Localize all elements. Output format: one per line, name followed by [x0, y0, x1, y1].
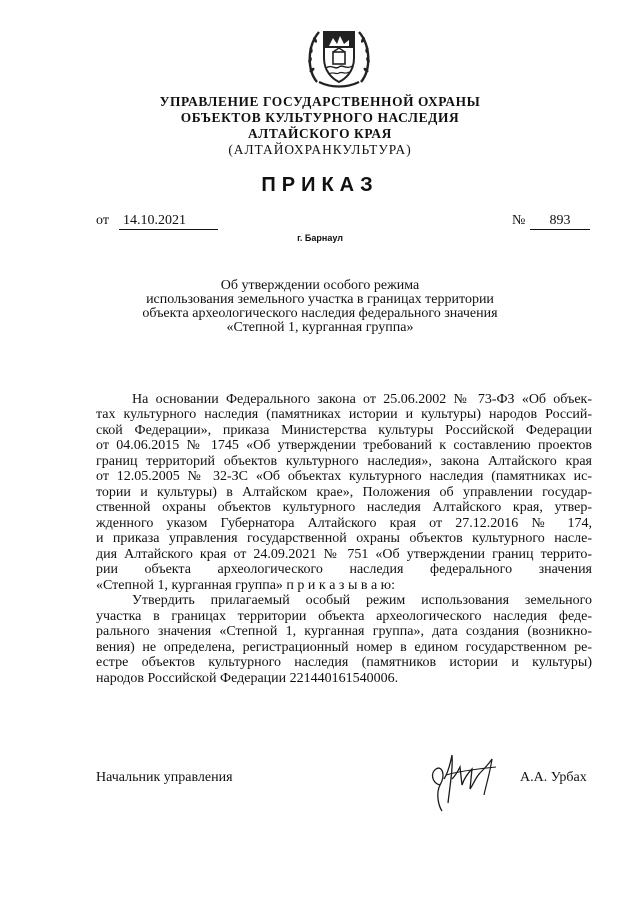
subject-line: объекта археологического наследия федерального значения [142, 306, 498, 321]
signer-name: А.А. Урбах [520, 770, 587, 785]
subject-line: «Степной 1, курганная группа» [226, 320, 414, 335]
body-line: тах культурного наследия (памятниках истории и культуры) народов Россий- [96, 407, 592, 422]
document-type-title: ПРИКАЗ [261, 174, 379, 196]
body-line: естре объектов культурного наследия (памятников истории и культуры) [96, 655, 592, 670]
body-line: участка в границах территории объекта археологического наследия феде- [96, 609, 592, 624]
document-subject [0, 279, 640, 335]
body-line: ственной охраны объектов культурного наследия Алтайского края, утвер- [96, 500, 592, 515]
subject-line: использования земельного участка в границах территории [146, 292, 494, 307]
body-line: жденного указом Губернатора Алтайского края от 27.12.2016 № 174, [96, 516, 592, 531]
body-line: дия Алтайского края от 24.09.2021 № 751 «Об утверждении границ террито- [96, 547, 592, 562]
number-sign: № [512, 213, 526, 228]
body-line: тории и культуры) в Алтайском крае», Положения об управлении государ- [96, 485, 592, 500]
body-line: На основании Федерального закона от 25.06.2002 № 73-ФЗ «Об объек- [132, 392, 592, 407]
body-line: вения) не определена, регистрационный номер в едином государственном ре- [96, 640, 592, 655]
coat-of-arms-icon [303, 22, 375, 92]
org-name-line-2: ОБЪЕКТОВ КУЛЬТУРНОГО НАСЛЕДИЯ [180, 110, 460, 125]
org-abbreviation: (АЛТАЙОХРАНКУЛЬТУРА) [228, 142, 412, 157]
body-line: границ территорий объектов культурного наследия», закона Алтайского края [96, 454, 592, 469]
body-line: рального значения «Степной 1, курганная группа», дата создания (возникно- [96, 624, 592, 639]
body-line: от 04.06.2015 № 1745 «Об утверждении требований к составлению проектов [96, 438, 592, 453]
subject-line: Об утверждении особого режима [220, 278, 420, 293]
city-label: г. Барнаул [297, 233, 343, 243]
org-name-line-3: АЛТАЙСКОГО КРАЯ [248, 126, 392, 141]
body-line: ской Федерации», приказа Министерства культуры Российской Федерации [96, 423, 592, 438]
body-line: рии объекта археологического наследия федерального значения [96, 562, 592, 577]
org-name-line-1: УПРАВЛЕНИЕ ГОСУДАРСТВЕННОЙ ОХРАНЫ [159, 94, 481, 109]
handwritten-signature-icon [426, 745, 504, 815]
body-line: народов Российской Федерации 221440161540006. [96, 671, 399, 686]
body-line: и приказа управления государственной охраны объектов культурного насле- [96, 531, 592, 546]
body-line: Утвердить прилагаемый особый режим использования земельного [132, 593, 592, 608]
document-date: 14.10.2021 [119, 213, 218, 230]
document-number: 893 [530, 213, 590, 230]
body-line: от 12.05.2005 № 32-ЗС «Об объектах культурного наследия (памятниках ис- [96, 469, 592, 484]
signer-position: Начальник управления [96, 770, 233, 785]
body-line: «Степной 1, курганная группа» п р и к а з ы в а ю: [96, 578, 396, 593]
from-label: от [96, 213, 109, 228]
